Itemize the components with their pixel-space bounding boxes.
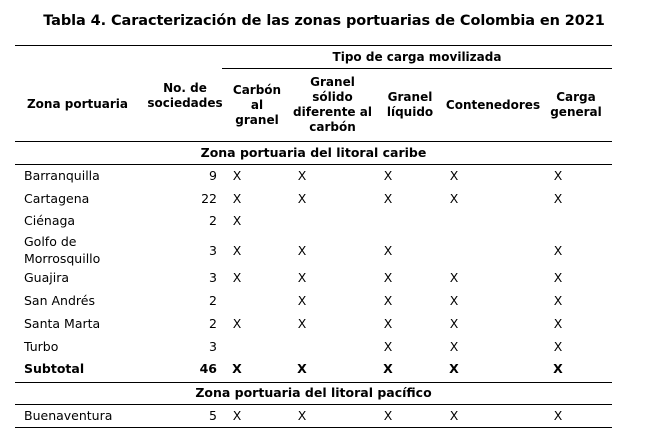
header-general: Carga general bbox=[550, 90, 602, 119]
row-zona bbox=[24, 233, 100, 267]
row-mark: X bbox=[297, 270, 307, 285]
row-sociedades: 46 bbox=[199, 361, 217, 376]
row-zona-label: Santa Marta bbox=[24, 316, 101, 331]
header-sociedades: No. de sociedades bbox=[147, 80, 223, 110]
row-zona-label: Buenaventura bbox=[24, 408, 113, 423]
row-mark: X bbox=[553, 361, 563, 376]
row-mark: X bbox=[232, 243, 242, 258]
row-mark: X bbox=[383, 316, 393, 331]
row-mark: X bbox=[383, 339, 393, 354]
row-zona-label: Guajira bbox=[24, 270, 70, 285]
row-sociedades: 3 bbox=[209, 243, 217, 258]
row-mark: X bbox=[297, 168, 307, 183]
section-rule-2 bbox=[15, 404, 612, 405]
row-mark: X bbox=[297, 408, 307, 423]
row-mark: X bbox=[232, 316, 242, 331]
row-mark: X bbox=[383, 408, 393, 423]
row-mark: X bbox=[449, 408, 459, 423]
row-mark: X bbox=[232, 213, 242, 228]
row-mark: X bbox=[383, 191, 393, 206]
row-mark: X bbox=[297, 243, 307, 258]
row-zona-label: Golfo de bbox=[24, 234, 77, 249]
row-zona bbox=[24, 191, 89, 207]
row-zona bbox=[24, 293, 95, 309]
table-title: Tabla 4. Caracterización de las zonas portuarias de Colombia en 2021 bbox=[43, 13, 605, 29]
row-zona bbox=[24, 168, 100, 184]
row-mark: X bbox=[449, 339, 459, 354]
row-sociedades: 3 bbox=[209, 270, 217, 285]
group-rule bbox=[222, 68, 612, 69]
row-mark: X bbox=[232, 408, 242, 423]
row-mark: X bbox=[232, 191, 242, 206]
section-rule-1 bbox=[15, 164, 612, 165]
row-zona-label: Cartagena bbox=[24, 191, 90, 206]
row-mark: X bbox=[449, 191, 459, 206]
row-mark: X bbox=[383, 270, 393, 285]
row-mark: X bbox=[553, 408, 563, 423]
row-sociedades: 2 bbox=[209, 316, 217, 331]
row-mark: X bbox=[553, 191, 563, 206]
row-mark: X bbox=[449, 168, 459, 183]
row-zona bbox=[24, 270, 69, 286]
header-rule bbox=[15, 141, 612, 142]
row-zona bbox=[24, 213, 75, 229]
row-mark: X bbox=[383, 293, 393, 308]
row-mark: X bbox=[297, 316, 307, 331]
section-pacifico: Zona portuaria del litoral pacífico bbox=[195, 385, 432, 400]
row-sociedades: 9 bbox=[209, 168, 217, 183]
bottom-rule bbox=[15, 427, 612, 428]
row-zona bbox=[24, 316, 100, 332]
row-zona-label: Ciénaga bbox=[24, 213, 76, 228]
row-mark: X bbox=[553, 293, 563, 308]
header-carbon: Carbón al granel bbox=[232, 82, 282, 127]
row-mark: X bbox=[449, 361, 459, 376]
row-zona-label: Barranquilla bbox=[24, 168, 100, 183]
row-mark: X bbox=[553, 243, 563, 258]
row-zona-label: San Andrés bbox=[24, 293, 95, 308]
row-sociedades: 2 bbox=[209, 213, 217, 228]
row-mark: X bbox=[553, 316, 563, 331]
row-mark: X bbox=[383, 361, 393, 376]
row-sociedades: 22 bbox=[201, 191, 217, 206]
row-sociedades: 2 bbox=[209, 293, 217, 308]
row-mark: X bbox=[553, 270, 563, 285]
row-zona bbox=[24, 408, 112, 424]
row-zona-label-2: Morrosquillo bbox=[24, 251, 101, 266]
top-rule bbox=[15, 45, 612, 46]
section-caribe: Zona portuaria del litoral caribe bbox=[200, 145, 427, 160]
row-mark: X bbox=[553, 168, 563, 183]
row-mark: X bbox=[232, 168, 242, 183]
row-mark: X bbox=[232, 361, 242, 376]
row-zona-label: Subtotal bbox=[24, 361, 85, 376]
row-mark: X bbox=[553, 339, 563, 354]
row-sociedades: 3 bbox=[209, 339, 217, 354]
subtotal-rule bbox=[15, 382, 612, 383]
header-contenedores: Contenedores bbox=[445, 97, 541, 112]
header-group: Tipo de carga movilizada bbox=[332, 49, 502, 64]
row-mark: X bbox=[297, 191, 307, 206]
row-mark: X bbox=[449, 316, 459, 331]
row-zona bbox=[24, 339, 58, 355]
row-zona bbox=[24, 361, 84, 377]
header-solido: Granel sólido diferente al carbón bbox=[293, 75, 372, 134]
row-mark: X bbox=[232, 270, 242, 285]
row-mark: X bbox=[297, 361, 307, 376]
row-sociedades: 5 bbox=[209, 408, 217, 423]
row-zona-label: Turbo bbox=[24, 339, 59, 354]
header-liquido: Granel líquido bbox=[386, 90, 434, 119]
row-mark: X bbox=[297, 293, 307, 308]
row-mark: X bbox=[383, 168, 393, 183]
row-mark: X bbox=[383, 243, 393, 258]
header-zona: Zona portuaria bbox=[26, 97, 129, 111]
row-mark: X bbox=[449, 293, 459, 308]
row-mark: X bbox=[449, 270, 459, 285]
